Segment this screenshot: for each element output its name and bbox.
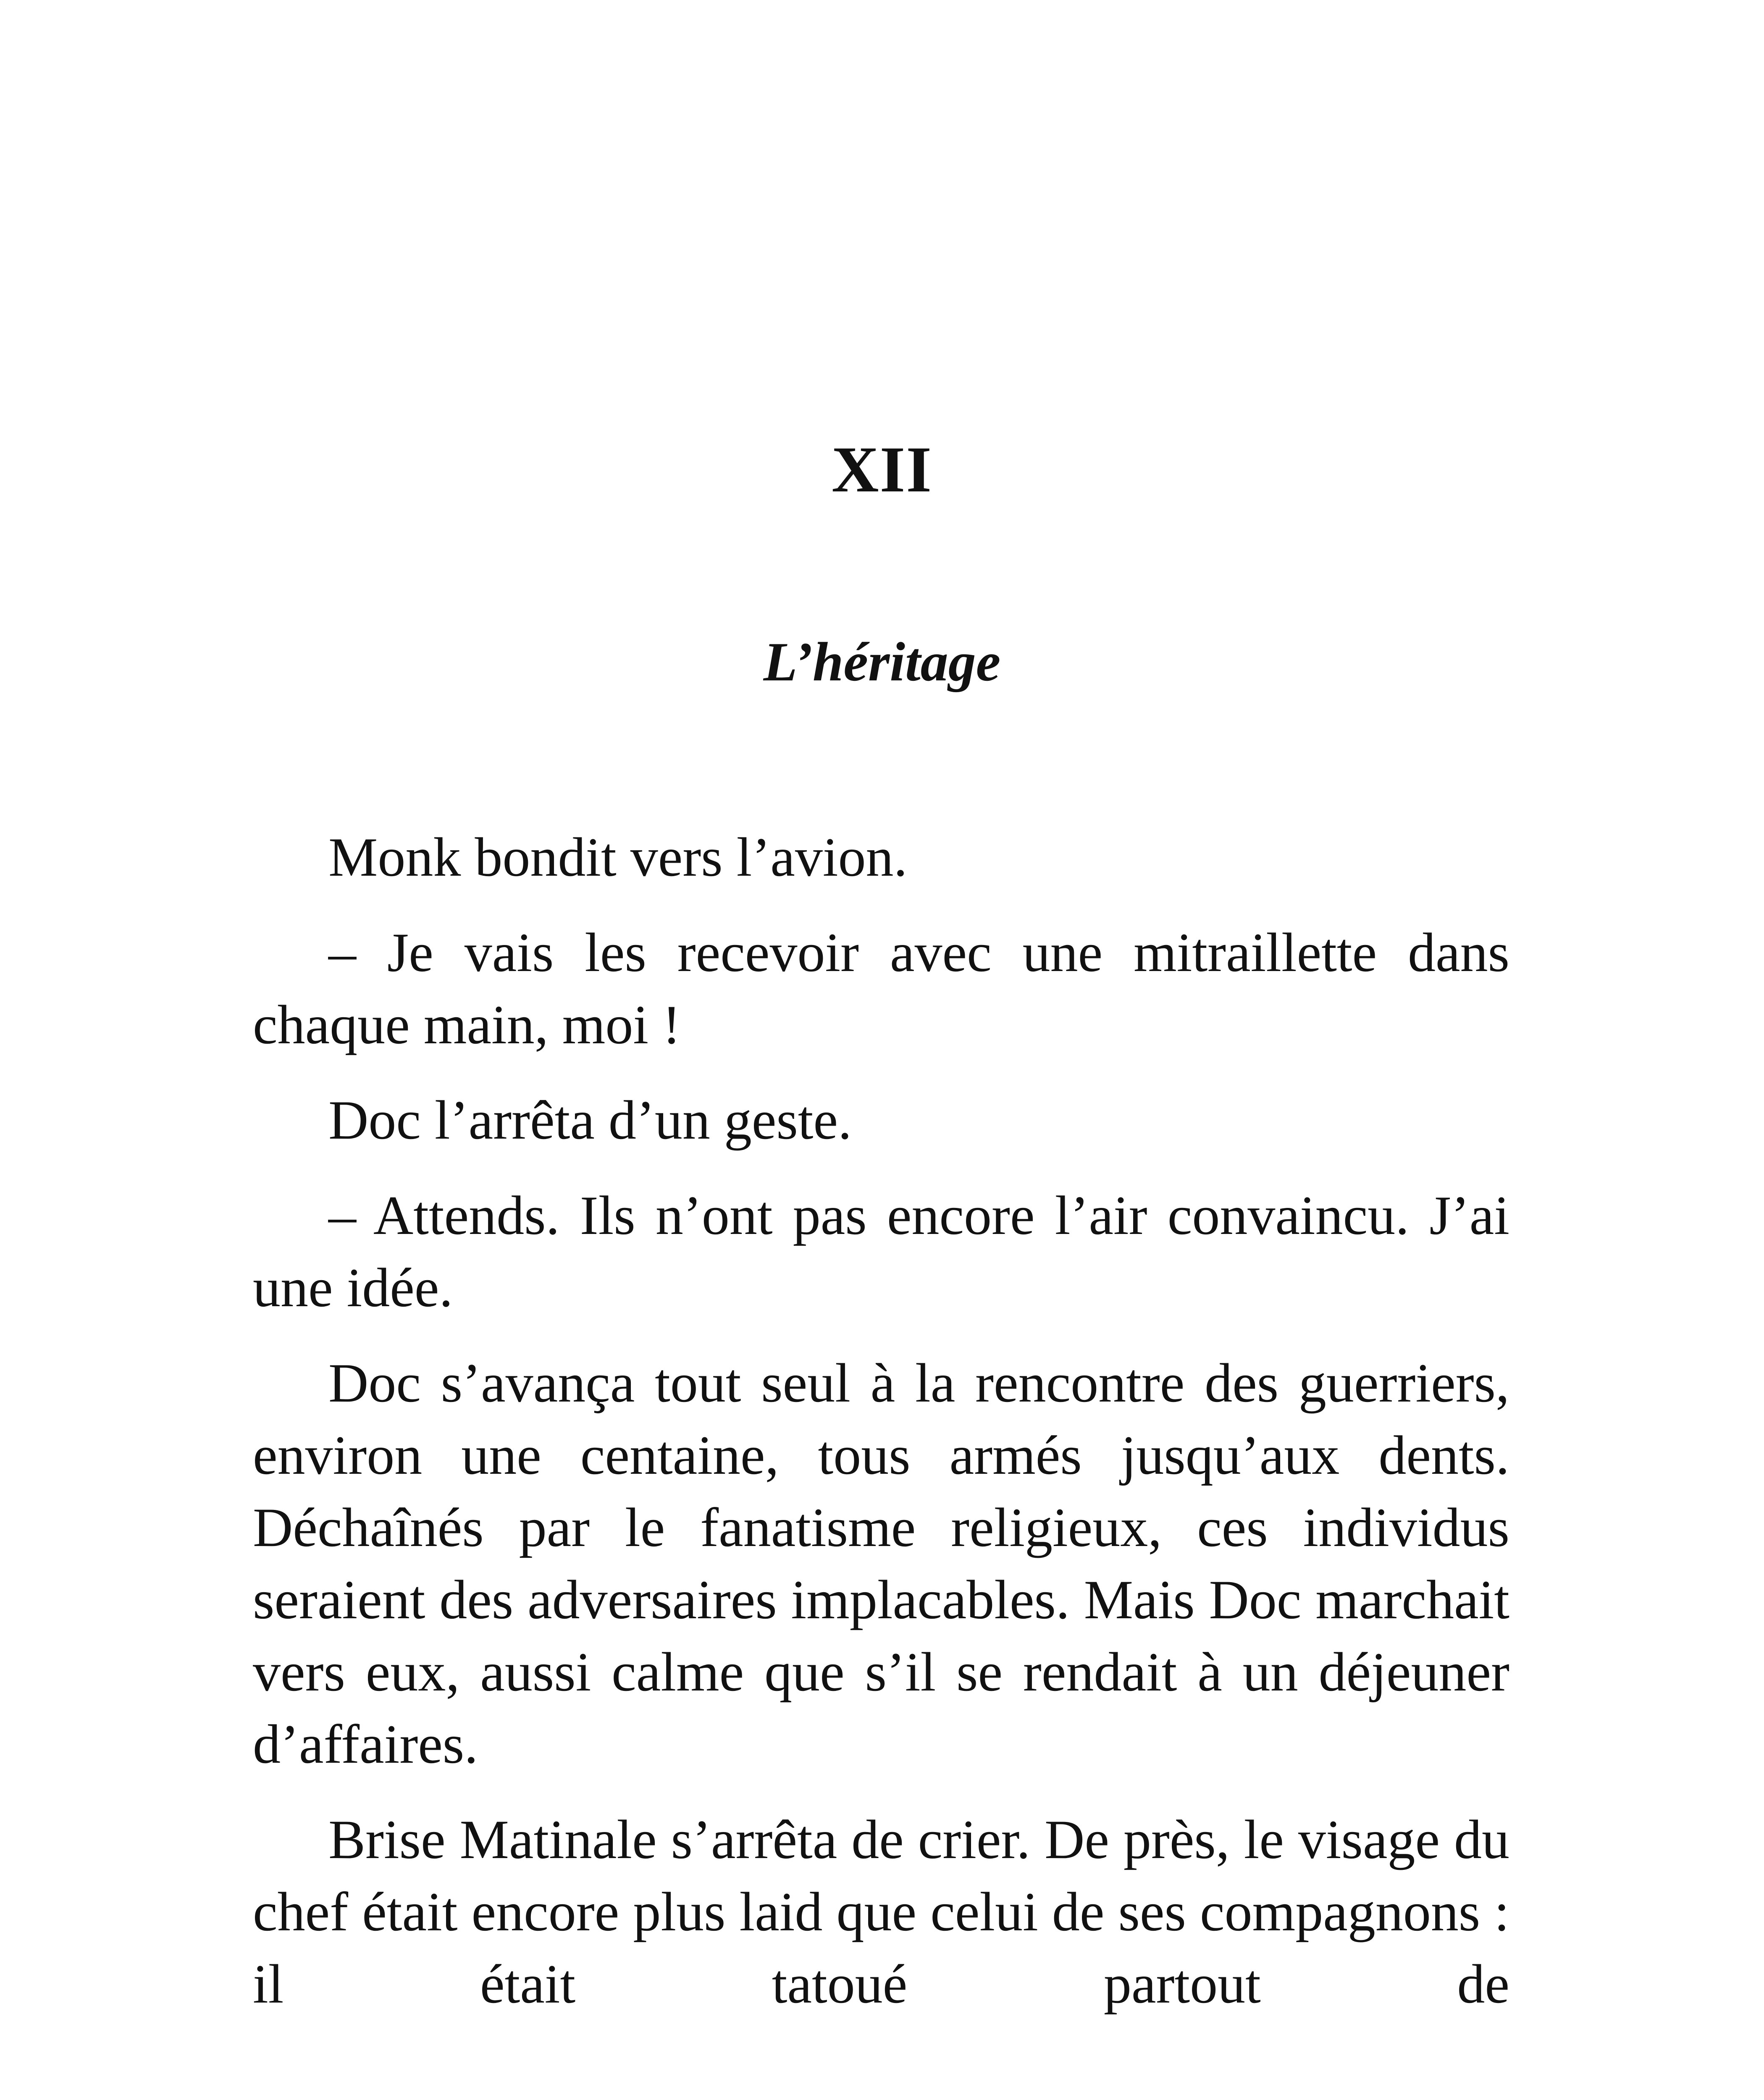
paragraph: – Je vais les recevoir avec une mitraillette dans chaque main, moi ! (253, 921, 1509, 1055)
chapter-number: XII (831, 433, 933, 506)
paragraph: Monk bondit vers l’avion. (328, 826, 908, 888)
paragraph: Doc l’arrêta d’un geste. (328, 1089, 852, 1151)
chapter-title: L’héritage (763, 631, 1001, 693)
paragraph: – Attends. Ils n’ont pas encore l’air convaincu. J’ai une idée. (253, 1184, 1509, 1318)
paragraph: Doc s’avança tout seul à la rencontre des guerriers, environ une centaine, tous armés jusqu’aux dents. Déchaînés par le fanatisme religieux, ces individus seraient des adversaires implacables. Mais Doc marchait vers eux, aussi calme que s’il se rendait à un déjeuner d’affaires. (253, 1352, 1509, 1775)
paragraph: Brise Matinale s’arrêta de crier. De près, le visage du chef était encore plus laid que celui de ses compagnons : il était tatoué partout de (253, 1809, 1509, 2015)
body-text (253, 821, 1509, 2020)
